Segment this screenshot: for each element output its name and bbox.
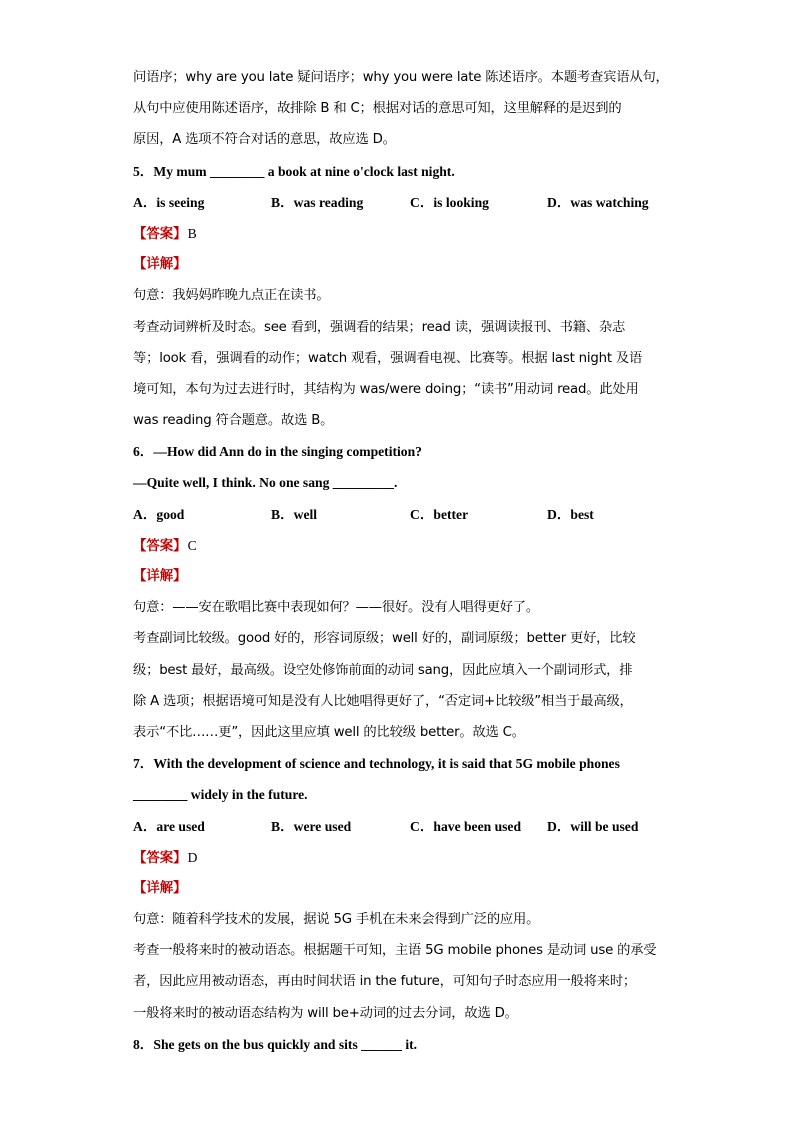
answer-tag: 【答案】 [133, 226, 187, 242]
explanation-line: 级；best 最好，最高级。设空处修饰前面的动词 sang，因此应填入一个副词形式，排 [133, 662, 633, 678]
explanation-heading [133, 249, 663, 280]
question-line: —Quite well, I think. No one sang _________. [133, 475, 398, 491]
explanation-heading [133, 873, 663, 904]
explanation-line: was reading 符合题意。故选 B。 [133, 413, 334, 429]
explanation-tag: 【详解】 [133, 880, 187, 896]
explanation-line: 等；look 看，强调看的动作；watch 观看，强调看电视、比赛等。根据 last night 及语 [133, 350, 643, 366]
explanation-line: 考查副词比较级。good 好的，形容词原级；well 好的，副词原级；better 更好，比较 [133, 631, 636, 647]
option-a: A．is seeing [133, 194, 205, 210]
question-line: 8．She gets on the bus quickly and sits ______ it. [133, 1036, 418, 1052]
explanation-line: 句意：我妈妈昨晚九点正在读书。 [133, 288, 330, 304]
options-row [133, 187, 663, 218]
answer-tag: 【答案】 [133, 850, 187, 866]
explanation-line: 从句中应使用陈述语序，故排除 B 和 C；根据对话的意思可知，这里解释的是迟到的 [133, 101, 622, 117]
option-a: A．good [133, 506, 185, 522]
explanation-line: 考查动词辨析及时态。see 看到，强调看的结果；read 读，强调读报刊、书籍、杂志 [133, 319, 626, 335]
explanation-tag: 【详解】 [133, 569, 187, 584]
options-row [133, 499, 663, 530]
answer-value: D [187, 849, 198, 865]
explanation-tag: 【详解】 [133, 257, 187, 273]
explanation-line: 除 A 选项；根据语境可知是没有人比她唱得更好了，“否定词+比较级”相当于最高级， [133, 693, 633, 709]
answer-value: C [187, 537, 197, 553]
options-row [133, 811, 663, 842]
explanation-line: 一般将来时的被动语态结构为 will be+动词的过去分词，故选 D。 [133, 1005, 518, 1021]
explanation-line: 者，因此应用被动语态，再由时间状语 in the future，可知句子时态应用一般将来时； [133, 974, 637, 990]
question-line: 6．—How did Ann do in the singing competition? [133, 444, 422, 460]
explanation-line: 考查一般将来时的被动语态。根据题干可知，主语 5G mobile phones 是动词 use 的承受 [133, 943, 657, 959]
question-line: 7．With the development of science and technology, it is said that 5G mobile phones [133, 756, 620, 772]
option-c: C．is looking [410, 194, 489, 210]
answer-line [133, 842, 663, 873]
option-a: A．are used [133, 818, 205, 834]
option-b: B．well [271, 506, 318, 522]
answer-line [133, 530, 663, 561]
option-d: D．was watching [547, 194, 649, 210]
explanation-heading [133, 561, 663, 592]
option-c: C．have been used [410, 818, 522, 834]
answer-value: B [187, 225, 197, 241]
option-c: C．better [410, 506, 469, 522]
answer-tag: 【答案】 [133, 538, 187, 554]
answer-line [133, 218, 663, 249]
question-line: 5．My mum ________ a book at nine o'clock last night. [133, 163, 455, 179]
option-b: B．were used [271, 818, 352, 834]
option-b: B．was reading [271, 194, 364, 210]
explanation-line: 句意：随着科学技术的发展，据说 5G 手机在未来会得到广泛的应用。 [133, 912, 540, 928]
document-page [133, 62, 669, 1060]
option-d: D．will be used [547, 818, 639, 834]
explanation-line: 原因，A 选项不符合对话的意思，故应选 D。 [133, 132, 396, 148]
explanation-line: 表示“不比……更”，因此这里应填 well 的比较级 better。故选 C。 [133, 724, 525, 740]
option-d: D．best [547, 506, 594, 522]
question-line: ________ widely in the future. [133, 787, 308, 803]
explanation-line: 句意：——安在歌唱比赛中表现如何？——很好。没有人唱得更好了。 [133, 600, 540, 616]
explanation-line: 问语序；why are you late 疑问语序；why you were late 陈述语序。本题考查宾语从句， [133, 70, 669, 85]
explanation-line: 境可知，本句为过去进行时，其结构为 was/were doing；“读书”用动词 read。此处用 [133, 381, 639, 397]
